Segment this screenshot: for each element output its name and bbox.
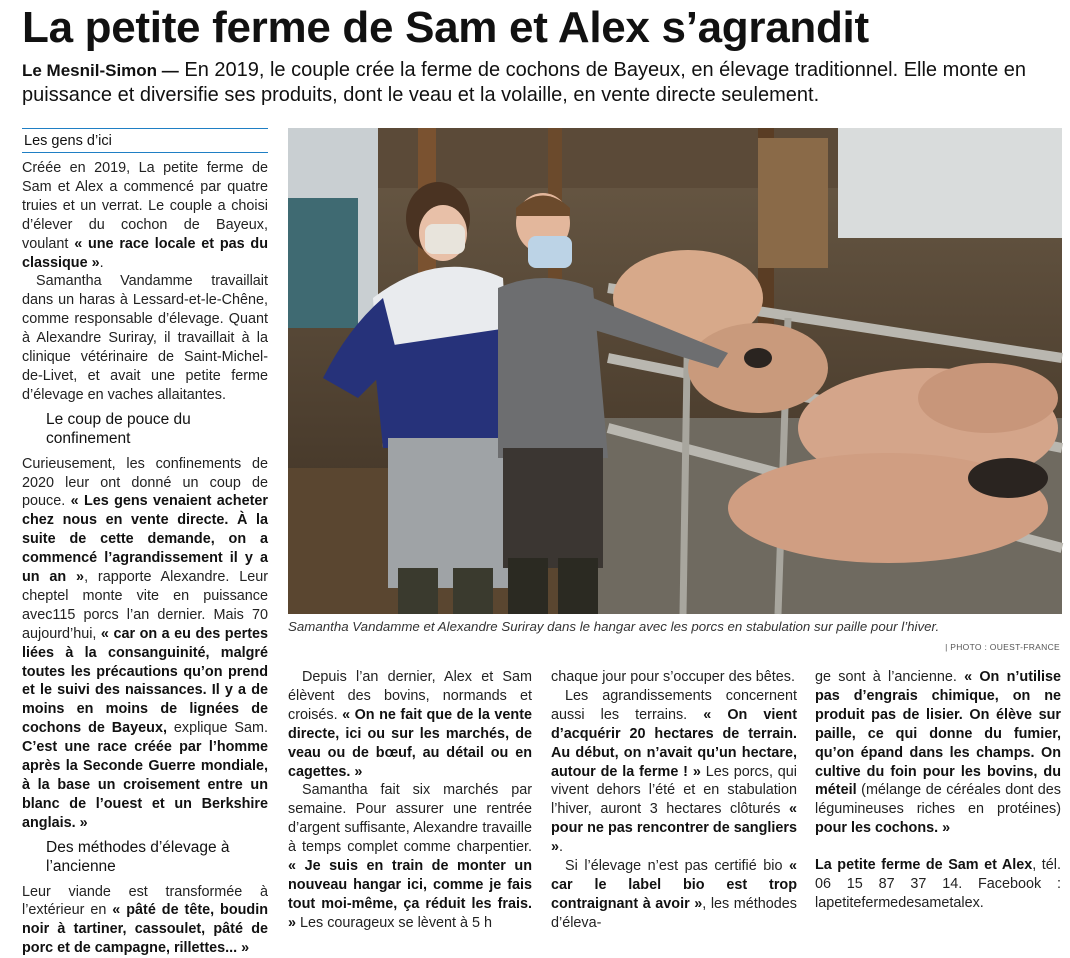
- text: (mélange de céréales dont des légumineuses riches en protéines): [815, 782, 1061, 818]
- lede-text: En 2019, le couple crée la ferme de cochons de Bayeux, en élevage traditionnel. Elle monte en puissance et diversifie ses produits, dont le veau et la volaille, en vente directe seulement.: [22, 59, 1027, 106]
- paragraph: chaque jour pour s’occuper des bêtes.: [551, 669, 795, 685]
- contact-name: La petite ferme de Sam et Alex: [815, 857, 1033, 874]
- text: .: [559, 839, 564, 856]
- article-lede: [22, 58, 1062, 108]
- subheading: Le coup de pouce du confinement: [46, 410, 191, 447]
- paragraph: [22, 455, 268, 833]
- quote: « une race locale et pas du classique »: [22, 235, 268, 271]
- column-2: [288, 668, 532, 933]
- text: , les méthodes d’éleva-: [551, 895, 797, 931]
- paragraph: [288, 668, 532, 781]
- article-photo: [288, 128, 1062, 614]
- quote: « pâté de tête, boudin noir à tartiner, cassoulet, pâté de porc et de campagne, rillettes... »: [22, 902, 269, 957]
- text: Créée en 2019, La petite ferme de Sam et Alex a commencé par quatre truies et un verrat. Le couple a choisi d’élever du cochon de Bayeux, voulant: [22, 160, 268, 252]
- paragraph: [22, 159, 268, 272]
- text: ge sont à l’ancienne.: [815, 669, 965, 685]
- paragraph: [22, 883, 268, 958]
- quote: « Je suis en train de monter un nouveau hangar ici, comme je fais tout moi-même, ça réduit les frais. »: [288, 858, 532, 931]
- quote: pour les cochons. »: [815, 820, 951, 837]
- text: Leur viande est transformée à l’extérieur en: [22, 883, 268, 919]
- quote: « On vient d’acquérir 20 hectares de terrain. Au début, on n’avait qu’un hectare, autour de la ferme ! »: [551, 706, 798, 780]
- paragraph: [551, 687, 797, 857]
- quote: « On n’utilise pas d’engrais chimique, on ne produit pas de lisier. On élève sur paille, ce qui donne du fumier, qu’on épand dans les champs. On cultive du foin pour les bovins, du méteil: [815, 669, 1061, 799]
- text: explique Sam.: [166, 720, 268, 737]
- paragraph: [815, 668, 1061, 838]
- quote: « car on a eu des pertes liées à la consanguinité, malgré toutes les précautions qu’on prend et le suivi des naissances. Il y a de moins en moins de lignées de cochons de Bayeux,: [22, 625, 268, 737]
- paragraph: Samantha Vandamme travaillait dans un haras à Lessard-et-le-Chêne, comme responsable d’élevage. Quant à Alexandre Suriray, il travaillait à la clinique vétérinaire de Saint-Michel-de-Livet, et avait une petite ferme d’élevage en vaches allaitantes.: [22, 273, 268, 403]
- column-1: [22, 128, 268, 958]
- paragraph: [288, 781, 532, 932]
- quote: « pour ne pas rencontrer de sangliers »: [551, 801, 797, 856]
- quote: « Les gens venaient acheter chez nous en vente directe. À la suite de cette demande, on a commencé l’agrandissement il y a un an »: [22, 493, 268, 586]
- photo-caption: Samantha Vandamme et Alexandre Suriray dans le hangar avec les porcs en stabulation sur paille pour l’hiver.: [288, 619, 940, 634]
- quote: « On ne fait que de la vente directe, ici ou sur les marchés, de veau ou de bœuf, au détail ou en cagettes. »: [288, 706, 532, 780]
- paragraph: [551, 857, 797, 933]
- text: Si l’élevage n’est pas certifié bio: [565, 858, 789, 875]
- subheading: Des méthodes d’élevage à l’ancienne: [46, 838, 230, 875]
- column-4: [815, 668, 1061, 913]
- text: Les agrandissements concernent aussi les terrains.: [551, 687, 797, 723]
- rubric-label: Les gens d’ici: [22, 128, 268, 153]
- quote: C’est une race créée par l’homme après la Seconde Guerre mondiale, à la base un croisement entre un blanc de l’ouest et un Berkshire anglais. »: [22, 739, 268, 831]
- photo-credit: | PHOTO : OUEST-FRANCE: [945, 642, 1060, 652]
- text: Les porcs, qui vivent dehors l’été et en stabulation l’hiver, auront 3 hectares clôturés: [551, 763, 798, 818]
- text: Les courageux se lèvent à 5 h: [296, 914, 493, 931]
- dateline: Le Mesnil-Simon —: [22, 61, 179, 80]
- contact-info: [815, 856, 1061, 913]
- contact-details: , tél. 06 15 87 37 14. Facebook : lapetitefermedesametalex.: [815, 857, 1061, 911]
- quote: « car le label bio est trop contraignant à avoir »: [551, 858, 797, 912]
- text: Samantha fait six marchés par semaine. Pour assurer une rentrée d’argent suffisante, Alexandre travaille à temps complet comme charpentier.: [288, 782, 532, 856]
- article-headline: La petite ferme de Sam et Alex s’agrandit: [22, 3, 869, 52]
- text: Curieusement, les confinements de 2020 leur ont donné un coup de pouce.: [22, 455, 268, 510]
- text: Depuis l’an dernier, Alex et Sam élèvent des bovins, normands et croisés.: [288, 669, 532, 723]
- column-3: [551, 668, 797, 933]
- barn-photo-illustration: [288, 128, 1062, 614]
- text: .: [99, 254, 104, 271]
- text: , rapporte Alexandre. Leur cheptel monte vite en puissance avec115 porcs l’an dernier. Mais 70 aujourd’hui,: [22, 569, 268, 642]
